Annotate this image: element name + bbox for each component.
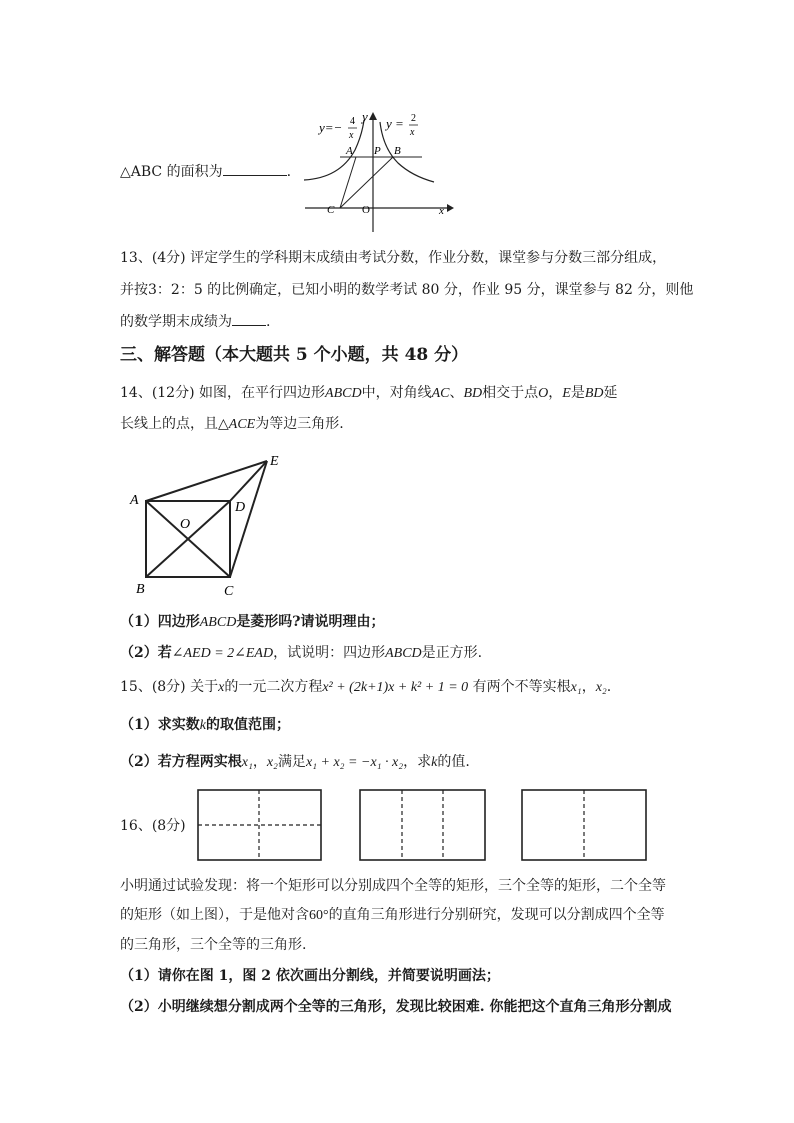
q16-sub1: （1）请你在图 1，图 2 依次画出分割线，并简要说明画法； bbox=[120, 968, 500, 984]
q14-l2b: 为等边三角形. bbox=[255, 416, 344, 432]
q14-l1-o: O bbox=[538, 386, 549, 401]
q16-text3: 的三角形，三个全等的三角形. bbox=[120, 937, 307, 953]
q15-s1a: （1）求实数 bbox=[120, 717, 200, 733]
label-eq-left-den: x bbox=[349, 130, 354, 141]
q16-t2a: 的矩形（如上图），于是他对含 bbox=[120, 907, 309, 923]
q14-l1-abcd: ABCD bbox=[325, 386, 362, 401]
label-eq-left-prefix: y=− bbox=[319, 120, 343, 135]
label-eq-right-num: 2 bbox=[411, 113, 416, 124]
fig-label-e: E bbox=[270, 454, 279, 469]
q14-l1f: 是 bbox=[570, 385, 585, 401]
label-y: y bbox=[362, 109, 368, 124]
q15-l1-x1: x₁ bbox=[570, 680, 582, 695]
q12-suffix: . bbox=[286, 164, 292, 180]
q14-l1-e: E bbox=[562, 386, 571, 401]
q15-s2d: 的值. bbox=[437, 754, 470, 770]
q14-s1-abcd: ABCD bbox=[199, 615, 237, 630]
fig-label-b: B bbox=[136, 582, 145, 597]
q15-s2a: （2）若方程两实根 bbox=[120, 754, 242, 770]
q15-s2b: 满足 bbox=[277, 754, 306, 770]
q15-s2-eq: x₁ + x₂ = −x₁ · x₂ bbox=[305, 755, 404, 770]
q14-s1a: （1）四边形 bbox=[120, 614, 200, 630]
q14-s2c: 是正方形. bbox=[421, 645, 483, 661]
label-c: C bbox=[327, 204, 335, 216]
q14-l2a: 长线上的点，且 bbox=[120, 416, 218, 432]
q16-label: 16、(8分) bbox=[120, 818, 186, 834]
label-x: x bbox=[439, 205, 444, 217]
fig-label-a: A bbox=[130, 493, 139, 508]
rect-three-parts bbox=[360, 790, 485, 860]
fig-label-d: D bbox=[235, 500, 246, 515]
q16-text1: 小明通过试验发现：将一个矩形可以分别成四个全等的矩形，三个全等的矩形，二个全等 bbox=[120, 878, 666, 894]
q15-s1b: 的取值范围； bbox=[205, 717, 290, 733]
q14-l1c: 相交于点 bbox=[482, 385, 539, 401]
q13-line1: 13、(4分) 评定学生的学科期末成绩由考试分数，作业分数，课堂参与分数三部分组成， bbox=[120, 250, 667, 266]
q15-l1c: 有两个不等实根 bbox=[472, 679, 571, 695]
q14-l1-sep: 、 bbox=[449, 385, 464, 401]
q14-s2b: ，试说明：四边形 bbox=[273, 645, 386, 661]
q15-s2-x2: x₂ bbox=[266, 755, 278, 770]
q16-t2b: 的直角三角形进行分别研究，发现可以分割成四个全等 bbox=[328, 907, 665, 923]
q16-sub2: （2）小明继续想分割成两个全等的三角形，发现比较困难. 你能把这个直角三角形分割成 bbox=[120, 999, 672, 1015]
label-eq-right-den: x bbox=[410, 127, 415, 138]
q16-t2-angle: 60° bbox=[309, 908, 329, 923]
section-3-title: 三、解答题（本大题共 5 个小题，共 48 分） bbox=[120, 345, 469, 365]
q14-l2-ace: △ACE bbox=[218, 417, 256, 432]
fig-label-c: C bbox=[224, 584, 234, 599]
q14-s2a: （2）若 bbox=[120, 645, 172, 661]
fig-label-o: O bbox=[180, 517, 191, 532]
q12-prefix: △ABC 的面积为 bbox=[120, 164, 223, 180]
q15-s2-k: k bbox=[431, 755, 438, 770]
label-b: B bbox=[394, 145, 401, 157]
q13-line2: 并按3：2：5 的比例确定，已知小明的数学考试 80 分，作业 95 分，课堂参与 82 分，则他 bbox=[120, 282, 694, 298]
q15-l1a: 15、(8分) 关于 bbox=[120, 679, 219, 695]
q15-l1b: 的一元二次方程 bbox=[224, 679, 323, 695]
label-o: O bbox=[362, 204, 370, 216]
q13-suffix: . bbox=[266, 314, 271, 330]
q14-l1b: 中，对角线 bbox=[361, 385, 432, 401]
q14-l1g: 延 bbox=[603, 385, 618, 401]
q14-l1d: ， bbox=[548, 385, 563, 401]
q15-l1-dot: . bbox=[606, 679, 612, 695]
q15-s2c: ，求 bbox=[403, 754, 432, 770]
q15-l1-x: x bbox=[218, 680, 225, 695]
q15-s2-x1: x₁ bbox=[241, 755, 253, 770]
q15-l1-eq: x² + (2k+1)x + k² + 1 = 0 bbox=[322, 680, 469, 695]
q13-line3-prefix: 的数学期末成绩为 bbox=[120, 314, 232, 330]
q15-s1-k: k bbox=[199, 718, 206, 733]
label-eq-left-num: 4 bbox=[350, 116, 355, 127]
q14-s2-abcd: ABCD bbox=[385, 646, 422, 661]
label-a: A bbox=[346, 145, 353, 157]
q14-l1-bd: BD bbox=[463, 386, 483, 401]
q15-s2-comma: ， bbox=[252, 754, 267, 770]
q14-l1-ac: AC bbox=[431, 386, 450, 401]
label-eq-right-prefix: y = bbox=[386, 116, 404, 131]
q14-l1a: 14、(12分) 如图，在平行四边形 bbox=[120, 385, 326, 401]
q14-s2-math: ∠AED = 2∠EAD bbox=[171, 646, 274, 661]
q15-l1-comma: ， bbox=[581, 679, 596, 695]
q16-text2 bbox=[120, 905, 665, 926]
q15-l1-x2: x₂ bbox=[595, 680, 607, 695]
q14-l1-bd2: BD bbox=[584, 386, 604, 401]
label-p: P bbox=[374, 145, 381, 157]
q14-s1b: 是菱形吗?请说明理由； bbox=[236, 614, 385, 630]
